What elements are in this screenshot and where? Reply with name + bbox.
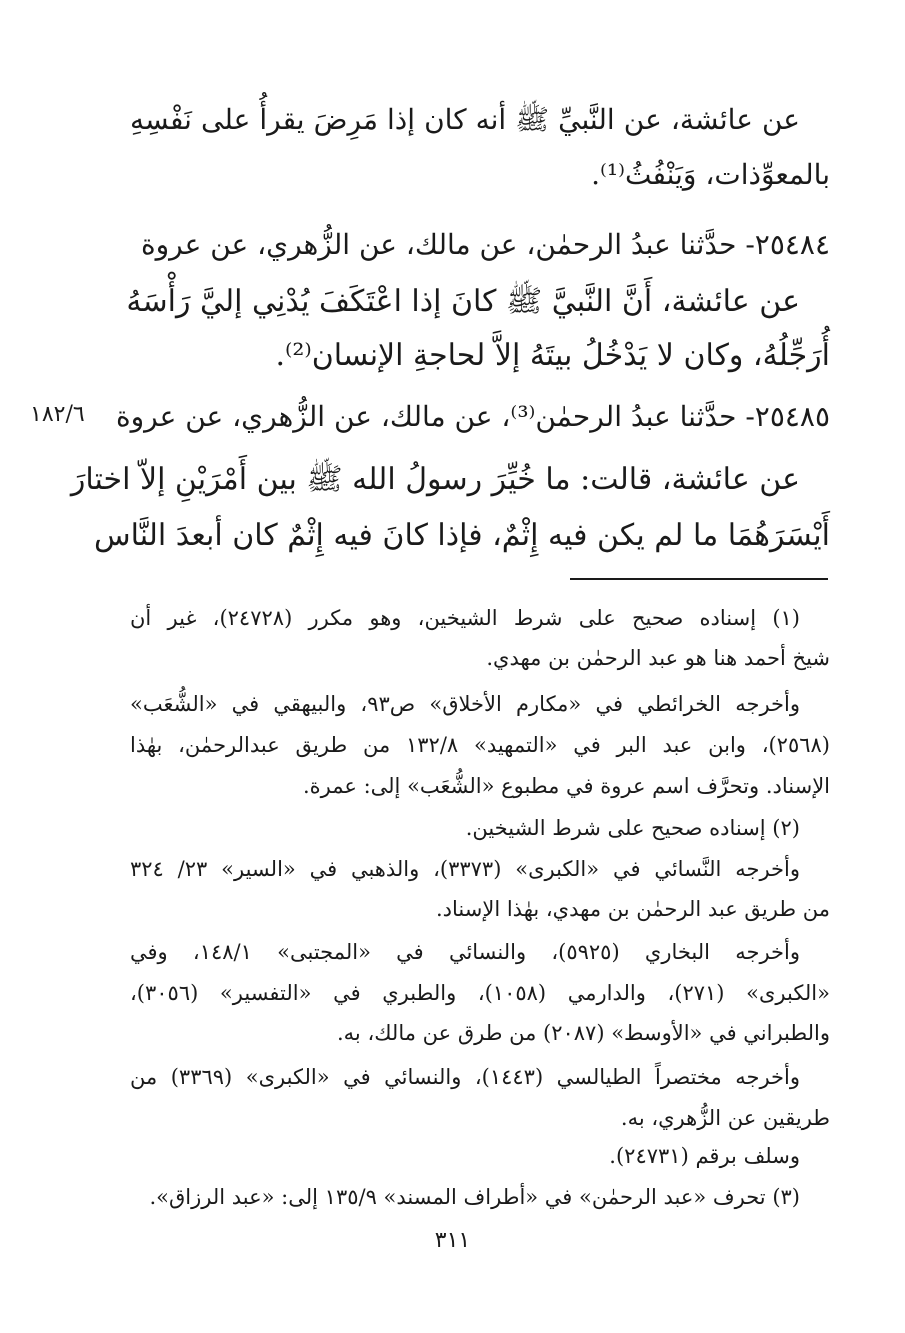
footnote-line: طريقين عن الزُّهري، به. bbox=[620, 1106, 830, 1130]
footnote-line: «الكبرى» (٢٧١)، والدارمي (١٠٥٨)، والطبري في «التفسير» (٣٠٥٦)، bbox=[130, 981, 830, 1005]
footnote-line: وأخرجه مختصراً الطيالسي (١٤٤٣)، والنسائي في «الكبرى» (٣٣٦٩) من bbox=[130, 1065, 800, 1089]
footnote-line: شيخ أحمد هنا هو عبد الرحمٰن بن مهدي. bbox=[486, 646, 830, 670]
footnote-divider bbox=[570, 578, 828, 580]
footnote-line: الإسناد. وتحرَّف اسم عروة في مطبوع «الشُّعَب» إلى: عمرة. bbox=[302, 774, 830, 798]
footnote-line: (٣) تحرف «عبد الرحمٰن» في «أطراف المسند» ١٣٥/٩ إلى: «عبد الرزاق». bbox=[149, 1185, 800, 1209]
main-text-line: عن عائشة، قالت: ما خُيِّرَ رسولُ الله ﷺ بين أَمْرَيْنِ إلاّ اختارَ bbox=[70, 462, 800, 497]
footnote-line: وأخرجه النَّسائي في «الكبرى» (٣٣٧٣)، والذهبي في «السير» ٢٣/ ٣٢٤ bbox=[130, 857, 800, 881]
footnote-line: وأخرجه البخاري (٥٩٢٥)، والنسائي في «المجتبى» ١٤٨/١، وفي bbox=[130, 940, 801, 964]
footnote-line: وأخرجه الخرائطي في «مكارم الأخلاق» ص٩٣، والبيهقي في «الشُّعَب» bbox=[130, 692, 800, 716]
hadith-isnad: ٢٥٤٨٤- حدَّثنا عبدُ الرحمٰن، عن مالك، عن الزُّهري، عن عروة bbox=[140, 228, 830, 261]
footnote-line: والطبراني في «الأوسط» (٢٠٨٧) من طرق عن مالك، به. bbox=[337, 1021, 830, 1045]
footnote-line: (١) إسناده صحيح على شرط الشيخين، وهو مكرر (٢٤٧٢٨)، غير أن bbox=[130, 606, 800, 630]
margin-volume-page-reference: ١٨٢/٦ bbox=[30, 402, 85, 427]
main-text-line: عن عائشة، عن النَّبيِّ ﷺ أنه كان إذا مَرِضَ يقرأُ على نَفْسِهِ bbox=[130, 103, 800, 136]
main-text-line: بالمعوِّذات، وَيَنْفُثُ⁽¹⁾. bbox=[591, 158, 830, 191]
footnote-line: (٢) إسناده صحيح على شرط الشيخين. bbox=[465, 816, 800, 840]
footnote-line: من طريق عبد الرحمٰن بن مهدي، بهٰذا الإسناد. bbox=[436, 897, 830, 921]
main-text-line: أُرَجِّلُهُ، وكان لا يَدْخُلُ بيتَهُ إلاَّ لحاجةِ الإنسان⁽²⁾. bbox=[275, 338, 830, 373]
footnote-line: (٢٥٦٨)، وابن عبد البر في «التمهيد» ١٣٢/٨ من طريق عبدالرحمٰن، بهٰذا bbox=[130, 733, 830, 757]
main-text-line: أَيْسَرَهُمَا ما لم يكن فيه إِثْمٌ، فإذا كانَ فيه إِثْمٌ كان أبعدَ النَّاس bbox=[93, 518, 830, 553]
footnote-line: وسلف برقم (٢٤٧٣١). bbox=[609, 1144, 800, 1168]
main-text-line: عن عائشة، أَنَّ النَّبيَّ ﷺ كانَ إذا اعْتَكَفَ يُدْنِي إليَّ رَأْسَهُ bbox=[126, 284, 800, 319]
hadith-isnad: ٢٥٤٨٥- حدَّثنا عبدُ الرحمٰن⁽³⁾، عن مالك، عن الزُّهري، عن عروة bbox=[115, 400, 830, 433]
page-number: ٣١١ bbox=[434, 1228, 471, 1253]
